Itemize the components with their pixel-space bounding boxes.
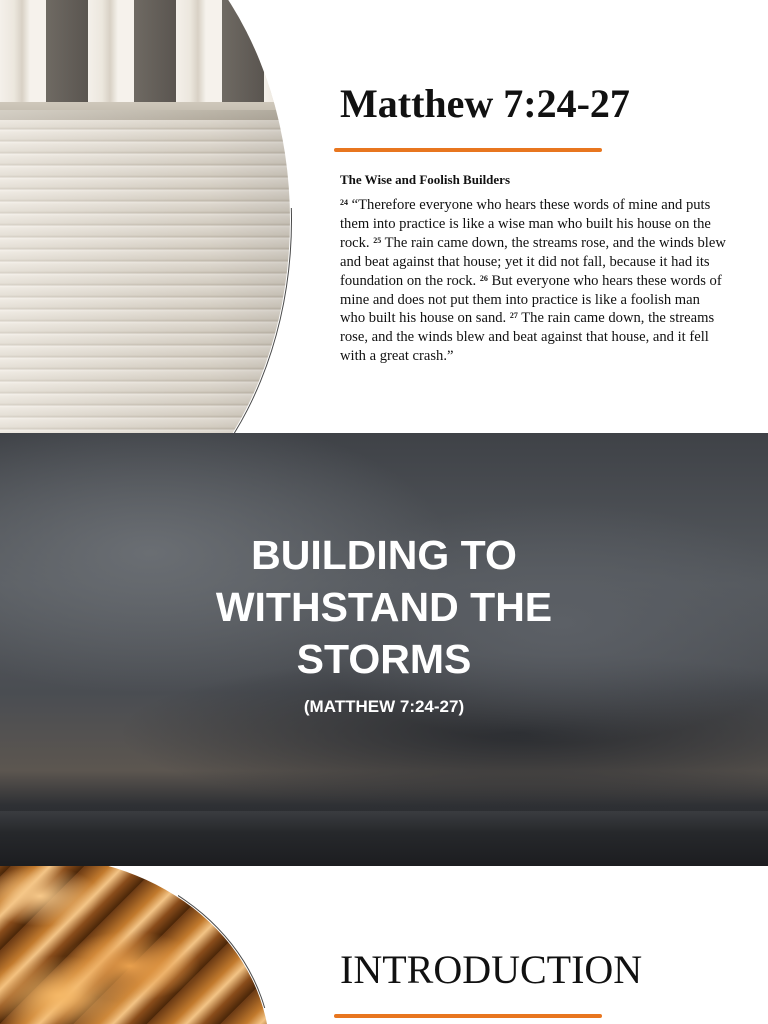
verse-number: 25 [373,235,382,245]
sermon-title-line: STORMS [296,636,472,682]
verse-text: The rain came down, the streams rose, and the winds blew and beat against that house, and it fell with a great crash.” [340,310,715,365]
verse-text: “Therefore everyone who hears these words of mine and puts them into practice is like a wise man who built his house on the rock. [340,197,711,251]
storm-sea-photo [0,811,768,866]
sermon-title-line: BUILDING TO [251,532,517,578]
slide-scripture [0,0,768,433]
verse-number: 26 [479,273,488,283]
slide-title-storm [0,433,768,866]
slide-title: Matthew 7:24-27 [340,81,630,126]
title-underline [334,148,602,152]
verse-number: 24 [340,198,348,207]
verse-number: 27 [509,311,518,321]
slide-title: INTRODUCTION [340,947,643,992]
title-underline [334,1014,602,1018]
passage-heading: The Wise and Foolish Builders [340,172,511,187]
columns-photo-detail [0,0,290,120]
scripture-passage [340,196,726,366]
sermon-reference: (MATTHEW 7:24-27) [303,697,465,716]
sermon-title [0,529,768,685]
sermon-title-line: WITHSTAND THE [215,584,553,630]
verse-text: But everyone who hears these words of mine and does not put them into practice is like a foolish man who built his house on sand. [340,272,722,327]
slide-introduction [0,866,768,1024]
verse-text: The rain came down, the streams rose, and the winds blew and beat against that house; yet it did not fall, because it had its foundation on the rock. [340,234,726,289]
